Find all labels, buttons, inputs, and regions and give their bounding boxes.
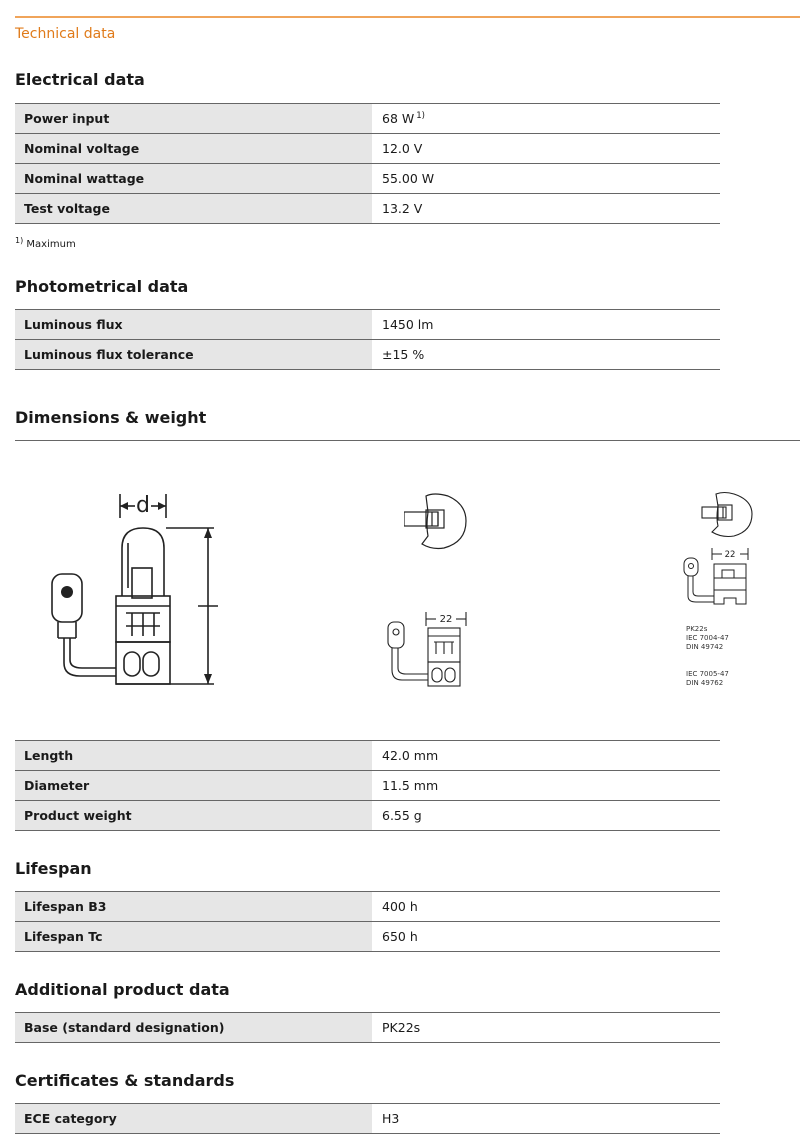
row-label: Base (standard designation) [15, 1013, 372, 1043]
row-value: 650 h [372, 922, 720, 952]
table-row [15, 194, 720, 224]
row-label: Luminous flux tolerance [15, 340, 372, 370]
bulb-dimension-drawing [40, 488, 230, 693]
standard-label: DIN 49762 [686, 679, 724, 687]
section-title-photometrical: Photometrical data [15, 277, 189, 296]
row-label: Product weight [15, 801, 372, 831]
table-row [15, 134, 720, 164]
base-top-view-right [698, 490, 758, 538]
table-row [15, 164, 720, 194]
base-side-view-right [678, 546, 758, 610]
table-row [15, 1013, 720, 1043]
footnote-ref: 1) [416, 111, 425, 121]
footnote-mark: 1) [15, 236, 24, 245]
row-label: Test voltage [15, 194, 372, 224]
section-title-electrical: Electrical data [15, 70, 145, 89]
table-row [15, 801, 720, 831]
row-value: 6.55 g [372, 801, 720, 831]
row-value: 12.0 V [372, 134, 720, 164]
section-title-additional: Additional product data [15, 980, 230, 999]
footnote-text: Maximum [26, 239, 76, 250]
row-value: 11.5 mm [372, 771, 720, 801]
standard-label: DIN 49742 [686, 643, 724, 651]
row-label: Length [15, 741, 372, 771]
row-value: 1450 lm [372, 310, 720, 340]
base-top-view-center [404, 490, 474, 552]
table-row [15, 892, 720, 922]
row-label: Lifespan Tc [15, 922, 372, 952]
electrical-table [15, 103, 720, 224]
table-row [15, 771, 720, 801]
standard-label: IEC 7005-47 [686, 670, 729, 678]
row-label: Nominal voltage [15, 134, 372, 164]
standards-text [686, 624, 786, 690]
section-divider [15, 440, 800, 441]
table-row [15, 310, 720, 340]
table-row [15, 340, 720, 370]
row-value: 13.2 V [372, 194, 720, 224]
lifespan-table [15, 891, 720, 952]
row-value-text: 68 W [382, 111, 415, 126]
photometrical-table [15, 309, 720, 370]
dimensions-table [15, 740, 720, 831]
row-value: 42.0 mm [372, 741, 720, 771]
row-value: 400 h [372, 892, 720, 922]
base-width-label: 22 [439, 614, 453, 625]
base-code-label: PK22s [686, 625, 708, 633]
additional-table [15, 1012, 720, 1043]
section-title-lifespan: Lifespan [15, 859, 92, 878]
row-value: 55.00 W [372, 164, 720, 194]
row-label: Nominal wattage [15, 164, 372, 194]
table-row [15, 1104, 720, 1134]
diameter-label: d [136, 493, 150, 518]
base-side-view-center [380, 610, 475, 690]
section-title-certificates: Certificates & standards [15, 1071, 235, 1090]
row-value: H3 [372, 1104, 720, 1134]
footnote [15, 236, 76, 250]
page-title: Technical data [15, 26, 116, 42]
header-rule [15, 16, 800, 18]
certificates-table [15, 1103, 720, 1134]
row-label: Lifespan B3 [15, 892, 372, 922]
row-label: Luminous flux [15, 310, 372, 340]
row-label: Diameter [15, 771, 372, 801]
standard-label: IEC 7004-47 [686, 634, 729, 642]
table-row [15, 104, 720, 134]
base-width-label: 22 [724, 550, 736, 560]
section-title-dimensions: Dimensions & weight [15, 408, 207, 427]
row-value: PK22s [372, 1013, 720, 1043]
table-row [15, 741, 720, 771]
row-value: ±15 % [372, 340, 720, 370]
table-row [15, 922, 720, 952]
row-value [372, 104, 720, 134]
row-label: ECE category [15, 1104, 372, 1134]
row-label: Power input [15, 104, 372, 134]
